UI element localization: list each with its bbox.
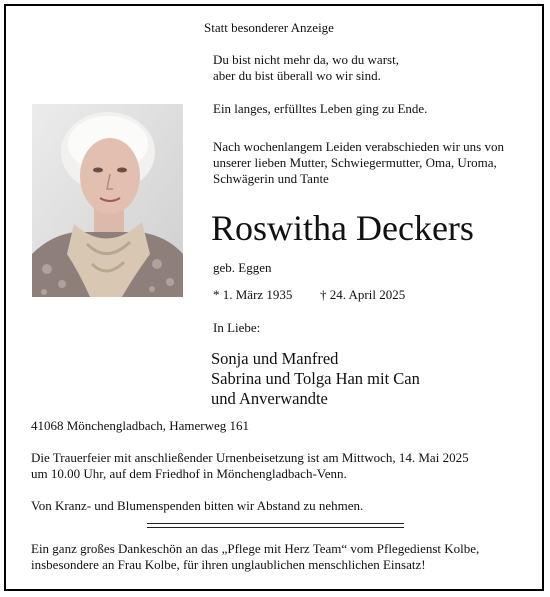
in-love-label: In Liebe: (213, 320, 261, 335)
thanks-line-2: insbesondere an Frau Kolbe, für ihren unglaublichen menschlichen Einsatz! (31, 557, 426, 572)
divider-line-bottom (147, 527, 404, 528)
maiden-name: geb. Eggen (213, 260, 272, 275)
deceased-name: Roswitha Deckers (211, 208, 474, 248)
mourner-line: Sonja und Manfred (211, 349, 339, 368)
poem-line-2: aber du bist überall wo wir sind. (213, 68, 381, 83)
farewell-line-2: unserer lieben Mutter, Schwiegermutter, Oma, Uroma, (213, 155, 497, 170)
notice-header: Statt besonderer Anzeige (204, 20, 334, 35)
mourner-line: Sabrina und Tolga Han mit Can (211, 369, 420, 388)
farewell-line-3: Schwägerin und Tante (213, 171, 329, 186)
mourner-line: und Anverwandte (211, 389, 328, 408)
ceremony-line-1: Die Trauerfeier mit anschließender Urnenbeisetzung ist am Mittwoch, 14. Mai 2025 (31, 450, 469, 465)
birth-date: * 1. März 1935 (213, 287, 293, 302)
thanks-line-1: Ein ganz großes Dankeschön an das „Pflege mit Herz Team“ vom Pflegedienst Kolbe, (31, 541, 480, 556)
farewell-line-1: Nach wochenlangem Leiden verabschieden wir uns von (213, 139, 504, 154)
intro-text: Ein langes, erfülltes Leben ging zu Ende. (213, 101, 428, 116)
death-date: † 24. April 2025 (320, 287, 406, 302)
donations-note: Von Kranz- und Blumenspenden bitten wir Abstand zu nehmen. (31, 498, 364, 513)
address: 41068 Mönchengladbach, Hamerweg 161 (31, 418, 250, 433)
ceremony-line-2: um 10.00 Uhr, auf dem Friedhof in Mönchengladbach-Venn. (31, 466, 347, 481)
portrait-photo (32, 104, 183, 297)
poem-line-1: Du bist nicht mehr da, wo du warst, (213, 52, 399, 67)
divider-line-top (147, 523, 404, 524)
